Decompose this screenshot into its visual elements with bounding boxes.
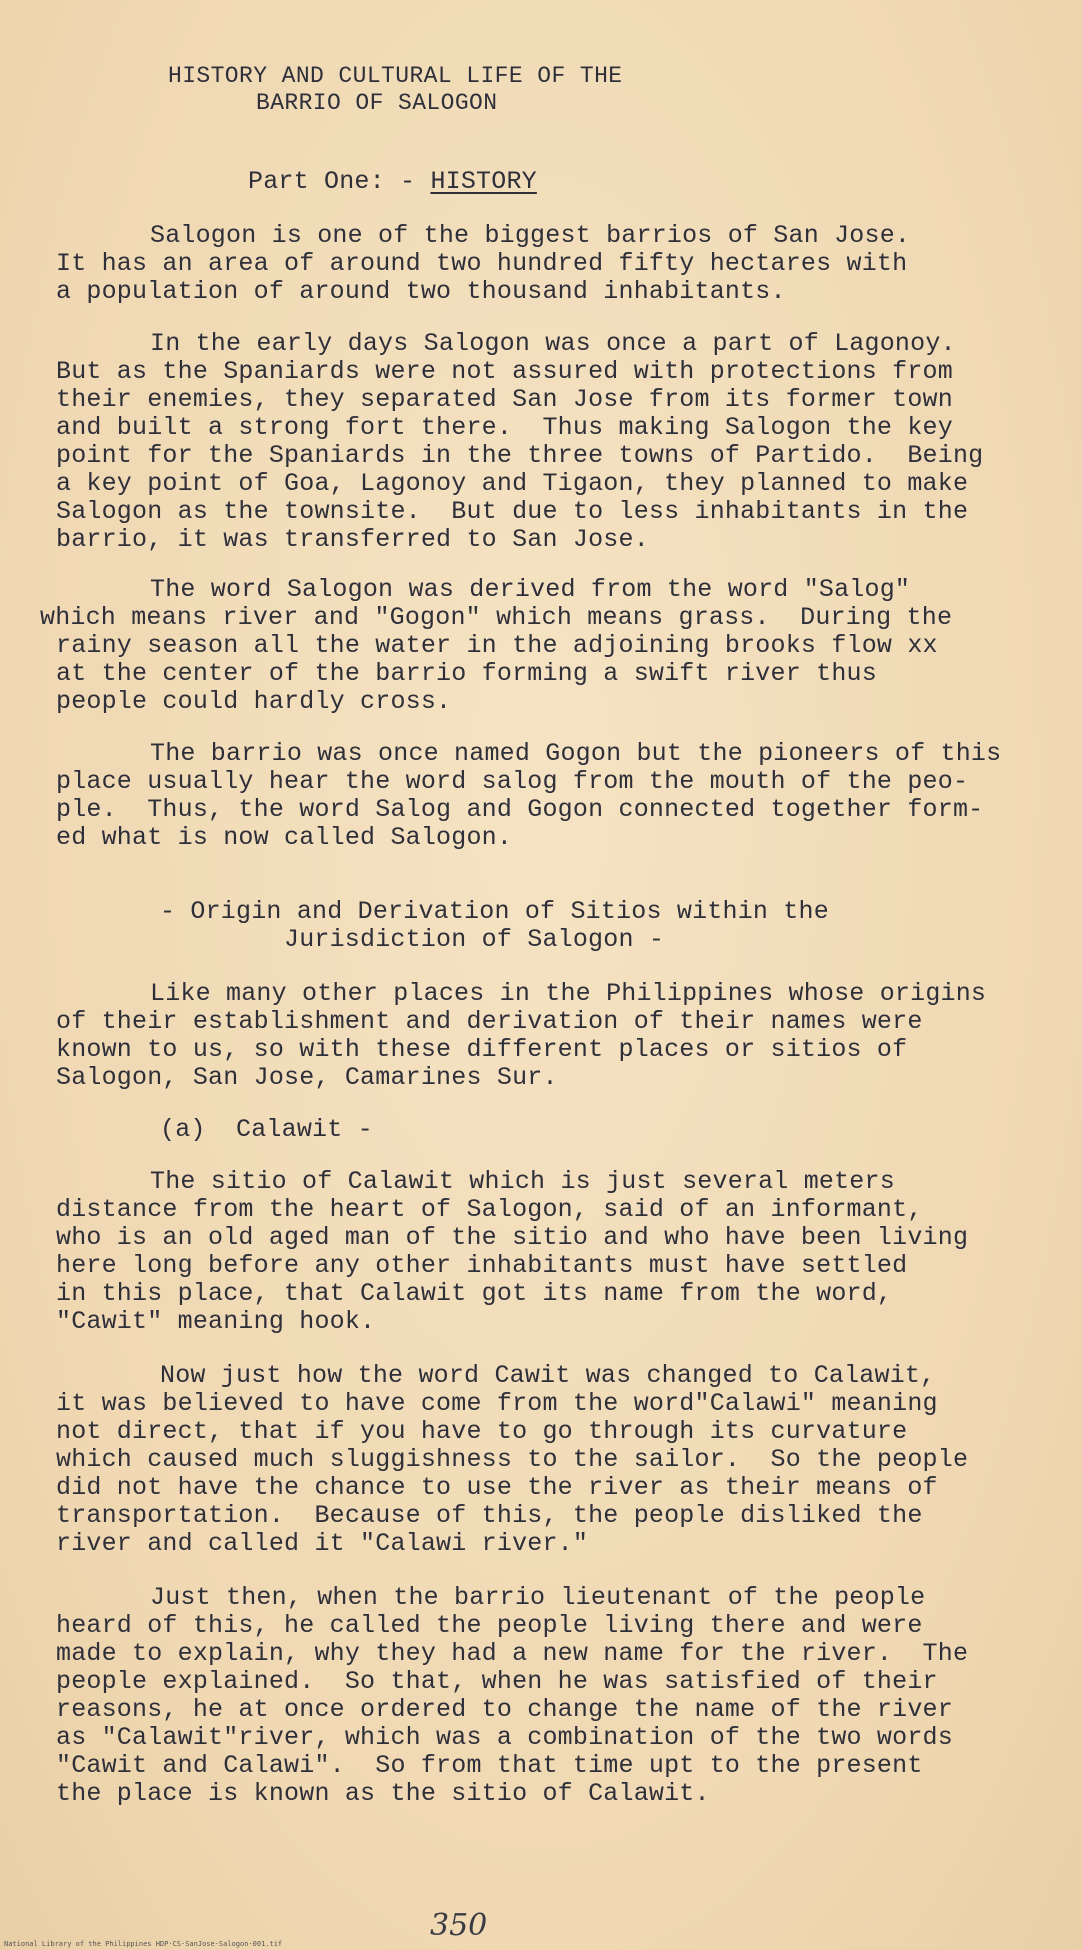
paragraph-line: and built a strong fort there. Thus making Salogon the key [56, 413, 953, 442]
paragraph-line: Like many other places in the Philippines whose origins [150, 979, 987, 1008]
paragraph-line: their enemies, they separated San Jose from its former town [56, 385, 953, 414]
paragraph-line: not direct, that if you have to go through its curvature [56, 1417, 908, 1446]
paragraph-line: the place is known as the sitio of Calawit. [56, 1779, 710, 1808]
title-line-2: BARRIO OF SALOGON [256, 90, 498, 116]
subheading-line-1: - Origin and Derivation of Sitios within the [160, 897, 829, 926]
paragraph-line: river and called it "Calawi river." [56, 1529, 589, 1558]
paragraph-line: The barrio was once named Gogon but the pioneers of this [150, 739, 1002, 768]
paragraph-line: which means river and "Gogon" which means grass. During the [40, 603, 953, 632]
paragraph-line: at the center of the barrio forming a swift river thus [56, 659, 877, 688]
paragraph-line: But as the Spaniards were not assured with protections from [56, 357, 953, 386]
paragraph-line: in this place, that Calawit got its name from the word, [56, 1279, 893, 1308]
paragraph-line: It has an area of around two hundred fifty hectares with [56, 249, 908, 278]
paragraph-line: ed what is now called Salogon. [56, 823, 513, 852]
paragraph-line: as "Calawit"river, which was a combination of the two words [56, 1723, 953, 1752]
paragraph-line: Salogon as the townsite. But due to less inhabitants in the [56, 497, 969, 526]
paragraph-line: "Cawit" meaning hook. [56, 1307, 376, 1336]
scan-footer: National Library of the Philippines HDP·CS·SanJose·Salogon·001.tif [4, 1940, 283, 1948]
paragraph-line: here long before any other inhabitants must have settled [56, 1251, 908, 1280]
paragraph-line: The word Salogon was derived from the word "Salog" [150, 575, 911, 604]
section-heading-a: (a) Calawit - [160, 1115, 373, 1144]
paragraph-line: point for the Spaniards in the three towns of Partido. Being [56, 441, 984, 470]
paragraph-line: which caused much sluggishness to the sailor. So the people [56, 1445, 969, 1474]
paragraph-line: "Cawit and Calawi". So from that time upt to the present [56, 1751, 923, 1780]
part-prefix: Part One: - [248, 167, 431, 196]
paragraph-line: Just then, when the barrio lieutenant of the people [150, 1583, 926, 1612]
paragraph-line: place usually hear the word salog from the mouth of the peo- [56, 767, 969, 796]
paragraph-line: Salogon is one of the biggest barrios of San Jose. [150, 221, 911, 250]
part-heading [248, 168, 537, 196]
paragraph-line: The sitio of Calawit which is just several meters [150, 1167, 895, 1196]
paragraph-line: people explained. So that, when he was satisfied of their [56, 1667, 938, 1696]
paragraph-line: a population of around two thousand inhabitants. [56, 277, 786, 306]
paragraph-line: a key point of Goa, Lagonoy and Tigaon, they planned to make [56, 469, 969, 498]
paragraph-line: heard of this, he called the people living there and were [56, 1611, 923, 1640]
title-line-1: HISTORY AND CULTURAL LIFE OF THE [168, 63, 623, 89]
paragraph-line: did not have the chance to use the river as their means of [56, 1473, 938, 1502]
part-heading-title: HISTORY [430, 167, 537, 196]
paragraph-line: barrio, it was transferred to San Jose. [56, 525, 649, 554]
paragraph-line: made to explain, why they had a new name for the river. The [56, 1639, 969, 1668]
paragraph-line: In the early days Salogon was once a part of Lagonoy. [150, 329, 956, 358]
paragraph-line: ple. Thus, the word Salog and Gogon connected together form- [56, 795, 984, 824]
paragraph-line: Salogon, San Jose, Camarines Sur. [56, 1063, 558, 1092]
paragraph-line: Now just how the word Cawit was changed to Calawit, [160, 1361, 936, 1390]
paragraph-line: known to us, so with these different places or sitios of [56, 1035, 908, 1064]
paragraph-line: of their establishment and derivation of their names were [56, 1007, 923, 1036]
paragraph-line: reasons, he at once ordered to change the name of the river [56, 1695, 953, 1724]
paragraph-line: who is an old aged man of the sitio and who have been living [56, 1223, 969, 1252]
paragraph-line: distance from the heart of Salogon, said of an informant, [56, 1195, 923, 1224]
subheading-line-2: Jurisdiction of Salogon - [284, 925, 665, 954]
paragraph-line: rainy season all the water in the adjoining brooks flow xx [56, 631, 938, 660]
paragraph-line: it was believed to have come from the word"Calawi" meaning [56, 1389, 938, 1418]
page-number: 350 [430, 1908, 488, 1943]
paragraph-line: transportation. Because of this, the people disliked the [56, 1501, 923, 1530]
paragraph-line: people could hardly cross. [56, 687, 452, 716]
